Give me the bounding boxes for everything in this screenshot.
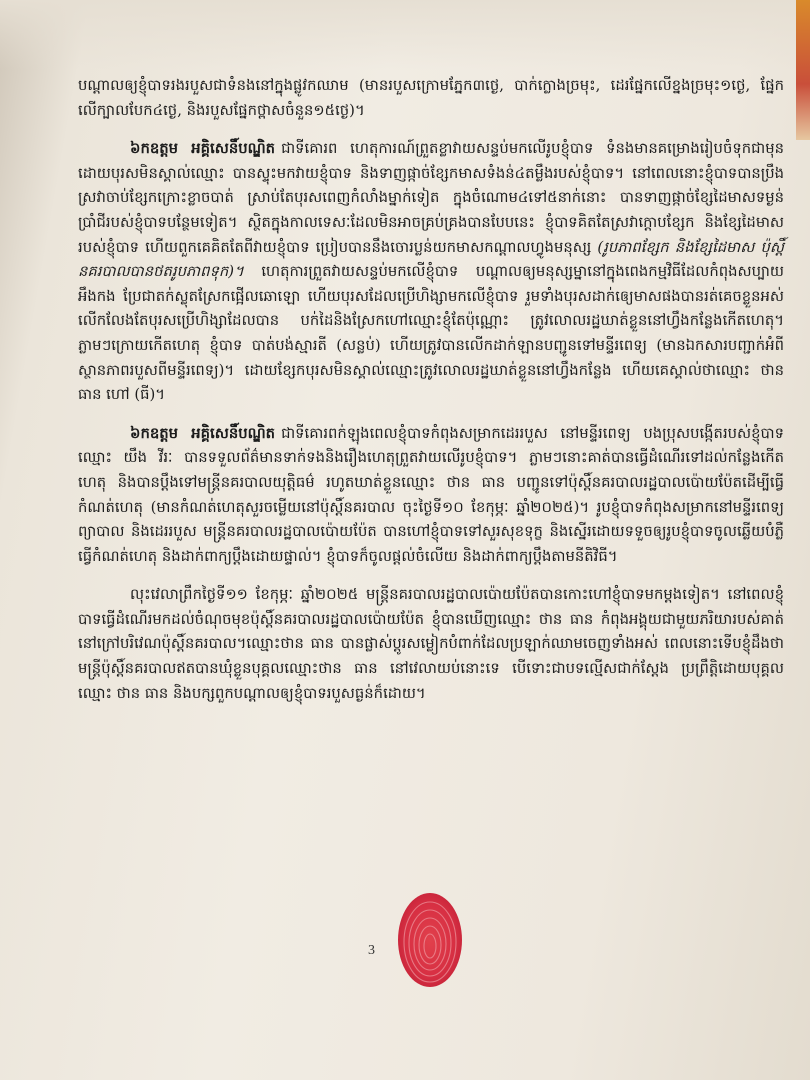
paragraph-4 (78, 583, 784, 706)
paragraph-2-text-continued: ហេតុការព្រួតវាយសន្ទប់មកលើខ្ញុំបាទ បណ្តាលឲ្យមនុស្សម្នានៅក្នុងពេងកម្មវិធីដែលកំពុងសប្បាយអឹងកង ប្រែជាតក់ស្លុតស្រែកផ្អើលឆោឡោ ហើយបុរសដែលប្រើហិង្សាមកលើខ្ញុំបាទ រួមទាំងបុរសដាក់ឲ្យេមាសផងបានរត់គេចខ្លួនអស់ លើកលែងតែបុរសប្រើហិង្សាដែលបាន បក់ដៃនិងស្រែកហៅឈ្មោះខ្ញុំតែប៉ុណ្ណោះ ត្រូវលោលរដ្ឋឃាត់ខ្លួននៅហ្វឹងកន្លែងកើតហេតុ។ ភ្លាមៗក្រោយកើតហេតុ ខ្ញុំបាទ បាត់បង់ស្មារតី (សន្លប់) ហើយត្រូវបានលើកដាក់ឡានបញ្ជូនទៅមន្ទីរពេទ្យ (មានឯកសារបញ្ជាក់អំពីស្ថានភាពរបួសពីមន្ទីរពេទ្យ)។ ដោយខ្សែកបុរសមិនស្គាល់ឈ្មោះត្រូវលោលរដ្ឋឃាត់ខ្លួននៅហ្វឹងកន្លែង ហើយគេស្គាល់ថាឈ្មោះ ថាន ធាន ហៅ (ធី)។ (78, 263, 784, 404)
paragraph-3-salutation: ៦កឧត្តម អគ្គិសេនិ៍បណ្ឌិត (130, 424, 276, 442)
letter-body (78, 74, 784, 720)
paragraph-2 (78, 137, 784, 408)
background-object-strip (796, 0, 810, 140)
paragraph-1-text: បណ្តាលឲ្យខ្ញុំបាទរងរបួសជាទំនងនៅក្នុងផ្លូវកឈាម (មានរបួសក្រោមភ្នែក៣ថ្ងេ, បាក់ក្លោងច្រមុះ, ដេរផ្នែកលើខ្នងច្រមុះ១ថ្ងេ, ផ្នែកលើក្បាលបែក៤ថ្ងេ, និងរបួសផ្នែកថ្ពាសចំនួន១៥ថ្ងេ)។ (78, 77, 784, 119)
fingerprint-stamp (395, 890, 465, 990)
paragraph-2-text: ជាទីគោរព ហេតុការណ៍ព្រួតខ្លាវាយសន្ទប់មកលើរូបខ្ញុំបាទ ទំនងមានគម្រោងរៀបចំទុកជាមុន ដោយបុរសមិនស្គាល់ឈ្មោះ បានស្ទុះមកវាយខ្ញុំបាទ និងទាញផ្កាច់ខ្សែកមាសទំងន់៤តម្លឹងរបស់ខ្ញុំបាទ។ នៅពេលនោះខ្ញុំបាទបានប្រឹងស្រវាចាប់ខ្សែកក្រោះខ្លាចបាត់ ស្រាប់តែបុរសពេញកំលាំងម្នាក់ទៀត ក្នុងចំណោម៤ទៅ៥នាក់នោះ បានទាញផ្កាច់ខ្សែដៃមាសទម្ងន់ប្រាំជីរបស់ខ្ញុំបាទបន្ថែមទៀត។ ស្ថិតក្នុងកាលទេសៈដែលមិនអាចគ្រប់គ្រងបានបែបនេះ ខ្ញុំបាទគិតតែស្រវាក្តោបខ្សែក និងខ្សែដៃមាសរបស់ខ្ញុំបាទ ហើយពួកគេគិតតែពីវាយខ្ញុំបាទ ប្រៀបបាននឹងចោរប្លន់យកមាសកណ្តាលហ្វូងមនុស្ស (78, 140, 784, 256)
paragraph-4-text: លុះវេលាព្រឹកថ្ងៃទី១១ ខែកុម្ភៈ ឆ្នាំ២០២៥ មន្ត្រីនគរបាលរដ្ឋបាលប៉ោយប៉ែតបានកោះហៅខ្ញុំបាទមកម្តងទៀត។ នៅពេលខ្ញុំបាទធ្វើដំណើរមកដល់ចំណុចមុខប៉ុស្តិ៍នគរបាលរដ្ឋបាលប៉ោយប៉ែត ខ្ញុំបានឃើញឈ្មោះ ថាន ធាន កំពុងអង្គុយជាមួយភរិយារបស់គាត់នៅក្រៅបរិវេណប៉ុស្តិ៍នគរបាល។ឈ្មោះថាន ធាន បានផ្លាស់ប្តូរសម្លៀកបំពាក់ដែលប្រឡាក់ឈាមចេញទាំងអស់ ពេលនោះទើបខ្ញុំដឹងថា មន្ត្រីប៉ុស្តិ៍នគរបាលឥតបានឃុំខ្លួនបុគ្គលឈ្មោះថាន ធាន នៅវេលាយប់នោះទេ បើទោះជាបទល្មើសជាក់ស្តែង ប្រព្រឹត្តិដោយបុគ្គលឈ្មោះ ថាន ធាន និងបក្សពួកបណ្តាលឲ្យខ្ញុំបាទរបួសធ្ងន់ក៏ដោយ។ (78, 586, 784, 702)
paragraph-2-italic-note: (រូបភាពខ្សែក និងខ្សែដៃមាស ប៉ុស្តិ៍នគរបាលបានថតរូបភាពទុក)។ (78, 238, 784, 281)
paragraph-3 (78, 422, 784, 570)
paragraph-3-text: ជាទីគោរពក់ឡុងពេលខ្ញុំបាទកំពុងសម្រាកដេររបួស នៅមន្ទីរពេទ្យ បងប្រុសបង្កើតរបស់ខ្ញុំបាទឈ្មោះ យឹង វីរៈ បានទទួលព័ត៌មានទាក់ទងនិងរឿងហេតុព្រួតវាយលើរូបខ្ញុំបាទ។ ភ្លាមៗនោះគាត់បានធ្វើដំណើរទៅដល់កន្លែងកើតហេតុ និងបានប្តឹងទៅមន្ត្រីនគរបាលយុត្តិធម៌ រហូតឃាត់ខ្លួនឈ្មោះ ថាន ធាន បញ្ជូនទៅប៉ុស្តិ៍នគរបាលរដ្ឋបាលប៉ោយប៉ែតដើម្បីធ្វើកំណត់ហេតុ (មានកំណត់ហេតុសួរចម្លើយនៅប៉ុស្តិ៍នគរបាល ចុះថ្ងៃទី១០ ខែកុម្ភៈ ឆ្នាំ២០២៥)។ រូបខ្ញុំបាទកំពុងសម្រាកនៅមន្ទីរពេទ្យព្យាបាល និងដេររបួស មន្ត្រីនគរបាលរដ្ឋបាលប៉ោយប៉ែត បានហៅខ្ញុំបាទទៅសួរសុខទុក្ខ និងស្នើរដោយទទួចឲ្យរូបខ្ញុំបាទចូលឆ្លើយបំភ្លឺធ្វើកំណត់ហេតុ និងដាក់ពាក្យប្តឹងដោយផ្ទាល់។ ខ្ញុំបាទក៏ចូលផ្តល់ចំលើយ និងដាក់ពាក្យប្តឹងតាមនីតិវិធី។ (78, 424, 784, 565)
paragraph-1 (78, 74, 784, 123)
paragraph-2-salutation: ៦កឧត្តម អគ្គិសេនិ៍បណ្ឌិត (130, 140, 276, 158)
paper-top-edge (0, 0, 810, 70)
page-number: 3 (368, 943, 375, 958)
